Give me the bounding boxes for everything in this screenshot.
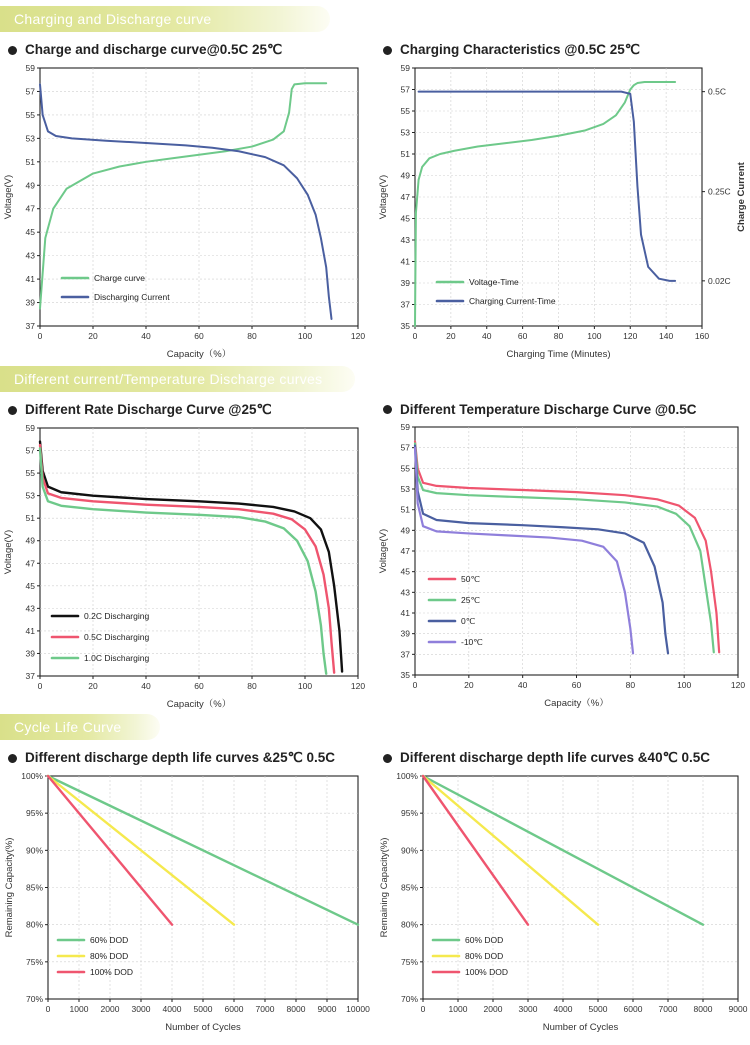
section-banner-charging [0,6,330,32]
svg-text:80: 80 [247,331,257,341]
svg-text:37: 37 [25,321,35,331]
svg-text:59: 59 [25,423,35,433]
svg-text:Voltage(V): Voltage(V) [378,528,389,574]
svg-text:120: 120 [623,331,638,341]
svg-text:0: 0 [45,1004,51,1014]
svg-text:6000: 6000 [224,1004,244,1014]
chart4-title-row [383,402,750,417]
chart4-col [375,392,750,710]
svg-text:60% DOD: 60% DOD [465,935,504,946]
svg-text:100% DOD: 100% DOD [90,967,133,978]
svg-text:39: 39 [25,297,35,308]
chart6-title-row [383,750,750,766]
svg-text:2000: 2000 [100,1004,120,1014]
svg-text:55: 55 [400,463,410,474]
svg-text:20: 20 [464,680,474,690]
svg-text:100: 100 [297,331,313,341]
svg-text:Remaining Capacity(%): Remaining Capacity(%) [4,837,15,938]
svg-text:47: 47 [400,192,410,202]
svg-text:80%: 80% [25,919,43,930]
svg-text:50℃: 50℃ [461,574,481,585]
svg-text:37: 37 [400,299,410,310]
svg-text:1000: 1000 [448,1004,468,1014]
svg-text:9000: 9000 [317,1004,337,1014]
bullet-icon [383,405,392,414]
svg-text:0: 0 [37,331,43,341]
section-title: Cycle Life Curve [14,719,122,735]
svg-text:60: 60 [517,331,528,341]
chart5-svg [0,768,370,1033]
svg-text:100% DOD: 100% DOD [465,967,508,978]
svg-text:0℃: 0℃ [461,616,476,627]
svg-text:0: 0 [37,681,43,691]
svg-text:59: 59 [400,63,410,73]
svg-text:57: 57 [400,84,410,95]
chart4-title: Different Temperature Discharge Curve @0.5C [400,402,697,417]
svg-text:6000: 6000 [623,1004,643,1014]
svg-text:0.02C: 0.02C [708,275,731,286]
svg-text:55: 55 [25,468,35,479]
chart1 [0,60,375,360]
svg-text:Voltage(V): Voltage(V) [378,174,389,220]
chart2-col [375,32,750,360]
svg-text:4000: 4000 [162,1004,182,1014]
section-3-charts [0,740,750,1033]
svg-text:95%: 95% [25,808,43,819]
chart1-title: Charge and discharge curve@0.5C 25℃ [25,42,283,57]
chart5 [0,768,375,1033]
svg-text:35: 35 [400,321,410,331]
svg-text:40: 40 [517,680,528,690]
chart1-svg [0,60,370,360]
svg-text:2000: 2000 [483,1004,503,1014]
svg-text:7000: 7000 [658,1004,678,1014]
svg-text:43: 43 [400,235,410,245]
svg-text:3000: 3000 [131,1004,151,1014]
svg-text:80% DOD: 80% DOD [465,951,504,962]
svg-text:45: 45 [25,580,35,591]
svg-text:3000: 3000 [518,1004,538,1014]
svg-text:57: 57 [400,442,410,453]
svg-text:70%: 70% [400,994,418,1004]
svg-text:20: 20 [88,331,98,341]
page-root [0,6,750,1045]
svg-text:47: 47 [400,546,410,556]
svg-text:35: 35 [400,670,410,680]
chart2-title: Charging Characteristics @0.5C 25℃ [400,42,640,57]
svg-text:45: 45 [400,566,410,577]
svg-text:160: 160 [694,331,710,341]
chart5-title: Different discharge depth life curves &25℃ 0.5C [25,750,336,765]
svg-text:49: 49 [400,525,410,536]
svg-text:0: 0 [412,680,418,690]
svg-text:60: 60 [194,681,204,691]
svg-text:Charging Time (Minutes): Charging Time (Minutes) [506,349,611,360]
svg-text:43: 43 [25,250,35,261]
svg-text:0: 0 [420,1004,426,1014]
svg-text:39: 39 [400,278,410,288]
svg-text:57: 57 [25,445,35,456]
svg-text:Charge curve: Charge curve [94,273,146,284]
svg-text:Number of Cycles: Number of Cycles [165,1022,241,1033]
svg-text:37: 37 [400,649,410,660]
section-banner-cycle [0,714,160,740]
chart2 [375,60,750,360]
svg-text:53: 53 [400,484,410,494]
section-banner-different [0,366,355,392]
bullet-icon [383,754,392,763]
chart5-title-row [8,750,375,766]
svg-text:10000: 10000 [346,1004,370,1014]
svg-text:45: 45 [25,227,35,238]
svg-text:75%: 75% [25,956,43,967]
chart3-title: Different Rate Discharge Curve @25℃ [25,402,272,417]
svg-text:51: 51 [400,504,410,515]
svg-text:75%: 75% [400,956,418,967]
svg-text:1.0C Discharging: 1.0C Discharging [84,653,150,664]
chart1-col [0,32,375,360]
svg-text:120: 120 [350,681,366,691]
svg-text:80%: 80% [400,919,418,930]
svg-text:100: 100 [677,680,692,690]
svg-text:40: 40 [141,681,151,691]
chart3-title-row [8,402,375,418]
svg-text:120: 120 [350,331,366,341]
svg-text:40: 40 [482,331,492,341]
svg-text:80% DOD: 80% DOD [90,951,129,962]
svg-text:100%: 100% [396,771,418,781]
svg-text:53: 53 [400,127,410,138]
chart5-col [0,740,375,1033]
svg-text:85%: 85% [25,882,43,893]
svg-text:80: 80 [625,680,636,690]
svg-text:39: 39 [25,648,35,659]
section-1-charts [0,32,750,360]
svg-text:140: 140 [659,331,674,341]
svg-text:5000: 5000 [588,1004,608,1014]
svg-text:0: 0 [412,331,418,341]
svg-text:49: 49 [400,170,410,181]
chart4 [375,419,750,709]
chart2-svg [375,60,750,360]
svg-text:41: 41 [400,608,410,618]
bullet-icon [8,406,17,415]
svg-text:Voltage(V): Voltage(V) [3,174,14,220]
svg-text:8000: 8000 [693,1004,713,1014]
svg-text:Remaining Capacity(%): Remaining Capacity(%) [379,837,390,938]
svg-text:0.5C Discharging: 0.5C Discharging [84,632,150,643]
svg-text:100: 100 [587,331,602,341]
section-title: Different current/Temperature Discharge curves [14,371,323,387]
svg-text:8000: 8000 [286,1004,306,1014]
svg-text:37: 37 [25,671,35,681]
svg-text:49: 49 [25,180,35,191]
svg-text:9000: 9000 [728,1004,748,1014]
svg-text:90%: 90% [400,845,418,856]
svg-text:Number of Cycles: Number of Cycles [542,1022,619,1033]
svg-text:Voltage-Time: Voltage-Time [469,277,519,288]
chart3 [0,420,375,710]
svg-text:5000: 5000 [193,1004,213,1014]
svg-text:57: 57 [25,86,35,97]
chart4-svg [375,419,750,709]
svg-text:20: 20 [446,331,456,341]
svg-text:43: 43 [25,603,35,614]
chart6 [375,768,750,1033]
svg-text:41: 41 [25,274,35,285]
svg-text:-10℃: -10℃ [461,637,483,648]
chart6-svg [375,768,750,1033]
svg-text:1000: 1000 [69,1004,89,1014]
section-title: Charging and Discharge curve [14,11,212,27]
svg-text:47: 47 [25,203,35,214]
svg-text:Voltage(V): Voltage(V) [3,529,14,575]
bullet-icon [8,754,17,763]
svg-text:85%: 85% [400,882,418,893]
svg-text:40: 40 [141,331,151,341]
chart3-col [0,392,375,710]
chart1-title-row [8,42,375,58]
svg-text:80: 80 [247,681,257,691]
svg-text:20: 20 [88,681,98,691]
svg-text:55: 55 [400,106,410,116]
svg-text:41: 41 [25,625,35,636]
svg-text:49: 49 [25,535,35,546]
svg-text:59: 59 [25,63,35,73]
svg-text:45: 45 [400,213,410,224]
svg-text:Capacity（%）: Capacity（%） [166,349,232,360]
svg-text:60% DOD: 60% DOD [90,935,129,946]
svg-text:100: 100 [297,681,313,691]
chart2-title-row [383,42,750,58]
bullet-icon [383,46,392,55]
bullet-icon [8,46,17,55]
svg-text:7000: 7000 [255,1004,275,1014]
section-2-charts [0,392,750,710]
svg-text:Charge Current: Charge Current [736,162,747,232]
svg-text:25℃: 25℃ [461,595,481,606]
svg-text:59: 59 [400,422,410,432]
svg-text:53: 53 [25,490,35,501]
chart3-svg [0,420,370,710]
svg-text:95%: 95% [400,808,418,819]
svg-text:100%: 100% [21,771,43,781]
svg-text:60: 60 [194,331,204,341]
svg-text:80: 80 [553,331,564,341]
svg-text:0.2C Discharging: 0.2C Discharging [84,611,150,622]
svg-text:53: 53 [25,133,35,144]
svg-text:0.5C: 0.5C [708,86,726,97]
chart6-title: Different discharge depth life curves &40℃ 0.5C [400,750,711,765]
svg-text:70%: 70% [25,994,43,1004]
svg-text:Charging Current-Time: Charging Current-Time [469,296,556,307]
svg-text:0.25C: 0.25C [708,186,731,197]
svg-text:55: 55 [25,109,35,120]
svg-text:Capacity（%）: Capacity（%） [544,698,609,709]
svg-text:90%: 90% [25,845,43,856]
svg-text:47: 47 [25,558,35,569]
svg-text:51: 51 [25,156,35,167]
svg-text:41: 41 [400,256,410,267]
chart6-col [375,740,750,1033]
svg-text:43: 43 [400,587,410,598]
svg-text:4000: 4000 [553,1004,573,1014]
svg-text:Discharging Current: Discharging Current [94,292,170,303]
svg-text:39: 39 [400,628,410,639]
svg-text:51: 51 [400,149,410,159]
svg-text:60: 60 [571,680,582,690]
svg-text:51: 51 [25,513,35,524]
svg-text:120: 120 [730,680,746,690]
svg-text:Capacity（%）: Capacity（%） [166,699,232,710]
